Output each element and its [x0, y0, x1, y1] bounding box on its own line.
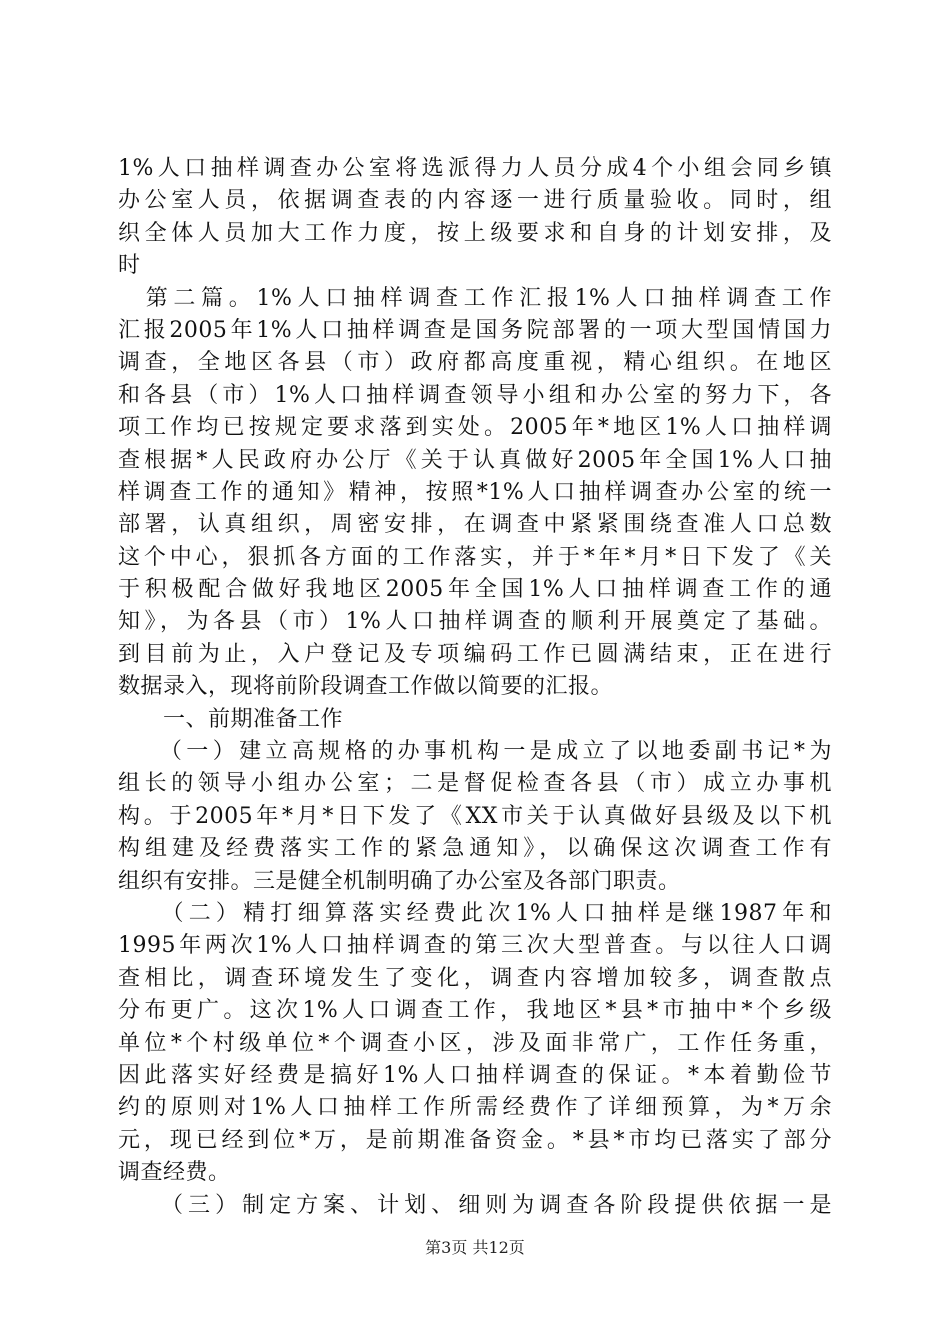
text-line: 因此落实好经费是搞好1%人口抽样调查的保证。*本着勤俭节	[118, 1062, 832, 1088]
text-line: 查根据*人民政府办公厅《关于认真做好2005年全国1%人口抽	[118, 447, 832, 473]
text-line: 组长的领导小组办公室；二是督促检查各县（市）成立办事机	[118, 771, 832, 797]
text-line: 调查，全地区各县（市）政府都高度重视，精心组织。在地区	[118, 350, 832, 376]
text-line: 元，现已经到位*万，是前期准备资金。*县*市均已落实了部分	[118, 1127, 832, 1153]
text-line: 部署，认真组织，周密安排，在调查中紧紧围绕查准人口总数	[118, 512, 832, 538]
page-number-footer: 第3页 共12页	[425, 1238, 525, 1257]
text-line: 到目前为止，入户登记及专项编码工作已圆满结束，正在进行	[118, 641, 832, 667]
text-line: 知》，为各县（市）1%人口抽样调查的顺利开展奠定了基础。	[118, 609, 832, 635]
text-line: 样调查工作的通知》精神，按照*1%人口抽样调查办公室的统一	[118, 479, 832, 505]
text-line: （二）精打细算落实经费此次1%人口抽样是继1987年和	[118, 900, 832, 926]
text-line: 1995年两次1%人口抽样调查的第三次大型普查。与以往人口调	[118, 933, 832, 959]
text-line: 时	[118, 253, 141, 279]
text-line: （一）建立高规格的办事机构一是成立了以地委副书记*为	[118, 739, 832, 765]
text-line: 单位*个村级单位*个调查小区，涉及面非常广，工作任务重，	[118, 1030, 832, 1056]
text-line: 汇报2005年1%人口抽样调查是国务院部署的一项大型国情国力	[118, 317, 832, 343]
text-line: 于积极配合做好我地区2005年全国1%人口抽样调查工作的通	[118, 577, 832, 603]
text-line: （三）制定方案、计划、细则为调查各阶段提供依据一是	[118, 1192, 832, 1218]
text-line: 构组建及经费落实工作的紧急通知》，以确保这次调查工作有	[118, 836, 832, 862]
text-line: 这个中心，狠抓各方面的工作落实，并于*年*月*日下发了《关	[118, 544, 832, 570]
section-heading-line: 一、前期准备工作	[118, 706, 344, 732]
text-line: 1%人口抽样调查办公室将选派得力人员分成4个小组会同乡镇	[118, 156, 832, 181]
text-line: 组织有安排。三是健全机制明确了办公室及各部门职责。	[118, 868, 681, 894]
text-line: 数据录入，现将前阶段调查工作做以简要的汇报。	[118, 674, 614, 700]
text-line: 构。于2005年*月*日下发了《XX市关于认真做好县级及以下机	[118, 803, 832, 829]
text-line: 和各县（市）1%人口抽样调查领导小组和办公室的努力下，各	[118, 382, 832, 408]
text-line: 调查经费。	[118, 1160, 231, 1186]
text-line: 办公室人员，依据调查表的内容逐一进行质量验收。同时，组	[118, 188, 832, 214]
text-line: 约的原则对1%人口抽样工作所需经费作了详细预算，为*万余	[118, 1095, 832, 1121]
document-body	[118, 153, 832, 1222]
text-line: 查相比，调查环境发生了变化，调查内容增加较多，调查散点	[118, 965, 832, 991]
text-line: 项工作均已按规定要求落到实处。2005年*地区1%人口抽样调	[118, 415, 832, 441]
text-line: 分布更广。这次1%人口调查工作，我地区*县*市抽中*个乡级	[118, 998, 832, 1024]
text-line: 织全体人员加大工作力度，按上级要求和自身的计划安排，及	[118, 220, 832, 246]
section-heading-line: 第二篇。1%人口抽样调查工作汇报1%人口抽样调查工作	[118, 285, 832, 311]
